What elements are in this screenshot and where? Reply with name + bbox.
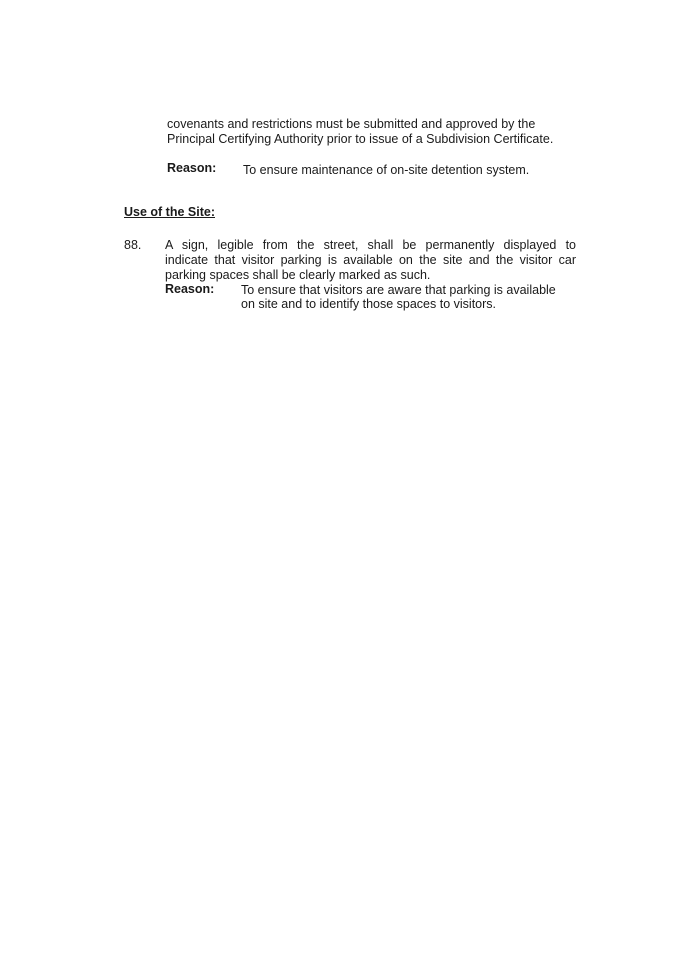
condition-reason-line-2: on site and to identify those spaces to visitors. — [241, 297, 496, 311]
condition-line-2: indicate that visitor parking is available on the site and the visitor car — [165, 253, 576, 267]
condition-line-3: parking spaces shall be clearly marked as such. — [165, 268, 431, 282]
condition-reason-label: Reason: — [165, 282, 215, 296]
condition-line-1: A sign, legible from the street, shall be permanently displayed to — [165, 238, 576, 252]
intro-reason-text: To ensure maintenance of on-site detention system. — [243, 163, 530, 177]
condition-number: 88. — [124, 238, 142, 252]
intro-line-2: Principal Certifying Authority prior to issue of a Subdivision Certificate. — [167, 132, 554, 146]
intro-line-1: covenants and restrictions must be submitted and approved by the — [167, 117, 536, 131]
intro-reason-label: Reason: — [167, 161, 217, 175]
condition-reason-line-1: To ensure that visitors are aware that parking is available — [241, 283, 556, 297]
section-heading: Use of the Site: — [124, 205, 215, 219]
